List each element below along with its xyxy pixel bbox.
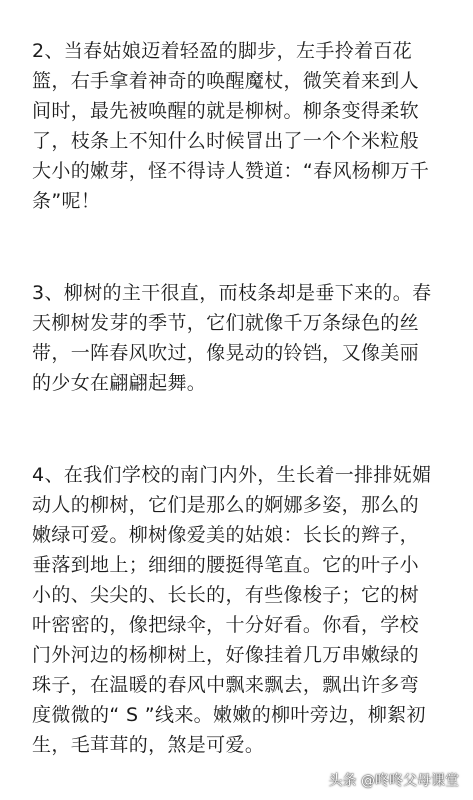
- text-line: 天柳树发芽的季节，它们就像千万条绿色的丝: [32, 312, 420, 334]
- text-line: 珠子，在温暖的春风中飘来飘去，飘出许多弯: [32, 674, 420, 696]
- text-line: 门外河边的杨柳树上，好像挂着几万串嫩绿的: [32, 644, 420, 666]
- text-line: 了，枝条上不知什么时候冒出了一个个米粒般: [32, 130, 420, 152]
- text-line: 大小的嫩芽，怪不得诗人赞道：“春风杨柳万千: [32, 160, 430, 182]
- text-line: 4、在我们学校的南门内外，生长着一排排妩媚: [32, 464, 432, 486]
- text-line: 度微微的“ S ”线来。嫩嫩的柳叶旁边，柳絮初: [32, 704, 426, 726]
- source-watermark: 头条 @咚咚父母课堂: [328, 773, 459, 789]
- paragraph-2: [32, 36, 452, 216]
- text-line: 动人的柳树，它们是那么的婀娜多姿，那么的: [32, 494, 420, 516]
- paragraph-3: [32, 278, 452, 398]
- text-line: 间时，最先被唤醒的就是柳树。柳条变得柔软: [32, 100, 420, 122]
- paragraph-gap: [32, 398, 452, 460]
- article-body: [32, 36, 452, 760]
- text-line: 带，一阵春风吹过，像晃动的铃铛，又像美丽: [32, 342, 420, 364]
- text-line: 条”呢！: [32, 190, 101, 212]
- text-line: 的少女在翩翩起舞。: [32, 372, 207, 394]
- text-line: 小的、尖尖的、长长的，有些像梭子；它的树: [32, 584, 420, 606]
- text-line: 生，毛茸茸的，煞是可爱。: [32, 734, 265, 756]
- text-line: 叶密密的，像把绿伞，十分好看。你看，学校: [32, 614, 420, 636]
- paragraph-gap: [32, 216, 452, 278]
- paragraph-4: [32, 460, 452, 760]
- text-line: 垂落到地上；细细的腰挺得笔直。它的叶子小: [32, 554, 420, 576]
- text-line: 嫩绿可爱。柳树像爱美的姑娘：长长的辫子，: [32, 524, 420, 546]
- text-line: 篮，右手拿着神奇的唤醒魔杖，微笑着来到人: [32, 70, 420, 92]
- text-line: 2、当春姑娘迈着轻盈的脚步，左手拎着百花: [32, 40, 413, 62]
- text-line: 3、柳树的主干很直，而枝条却是垂下来的。春: [32, 282, 432, 304]
